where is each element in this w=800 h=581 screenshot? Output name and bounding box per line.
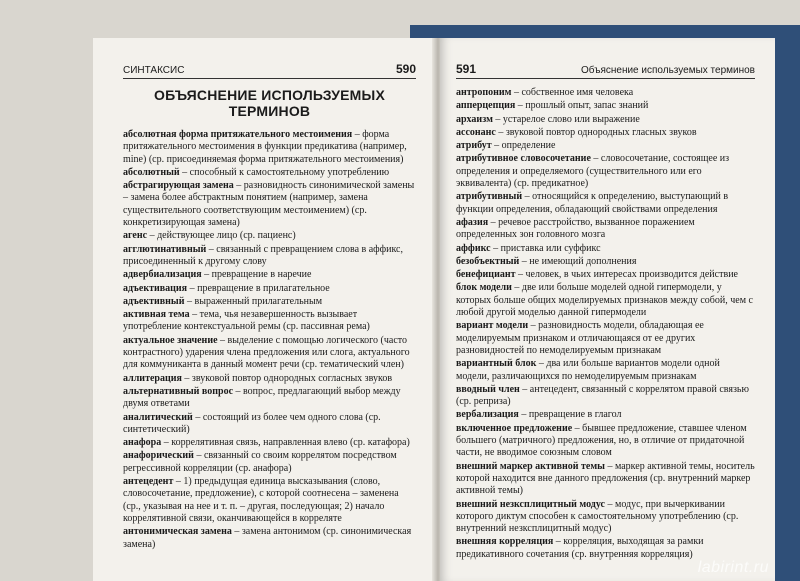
glossary-definition: – два или больше вариантов модели одной модели, различающихся по немоделируемым признакам: [456, 358, 720, 382]
glossary-term: внешний маркер активной темы: [456, 460, 605, 472]
glossary-definition: – связанный с превращением слова в аффикс, присоединенный к другому слову: [123, 243, 403, 267]
glossary-term: апперцепция: [456, 100, 516, 112]
glossary-entry: [456, 100, 755, 112]
glossary-term: альтернативный вопрос: [123, 385, 234, 397]
glossary-entry: [456, 423, 755, 460]
glossary-entry: [456, 140, 755, 152]
glossary-definition: – действующее лицо (ср. пациенс): [147, 230, 296, 242]
glossary-entry: [123, 373, 416, 385]
glossary-entry: [456, 217, 755, 242]
glossary-term: ассонанс: [456, 126, 496, 138]
glossary-definition: – коррелятивная связь, направленная влево (ср. катафора): [161, 437, 410, 449]
glossary-term: атрибутивный: [456, 191, 523, 203]
glossary-entry: [456, 243, 755, 255]
glossary-term: вводный член: [456, 383, 520, 395]
glossary-entry: [456, 87, 755, 99]
glossary-term: вербализация: [456, 409, 519, 421]
glossary-definition: – словосочетание, состоящее из определения и определяемого (существительного или его эквивалента) (ср. предикатное): [456, 153, 730, 190]
glossary-entry: [123, 309, 416, 334]
glossary-entry: [456, 191, 755, 216]
glossary-term: атрибут: [456, 140, 492, 152]
glossary-entry: [456, 499, 755, 536]
glossary-definition: – звуковой повтор однородных гласных звуков: [495, 126, 697, 138]
glossary-term: анафора: [123, 437, 162, 449]
glossary-term: актуальное значение: [123, 334, 218, 346]
glossary-term: адъективный: [123, 295, 185, 307]
glossary-definition: – вопрос, предлагающий выбор между двумя ответами: [123, 385, 401, 410]
glossary-entry: [456, 461, 755, 498]
glossary-definition: – 1) предыдущая единица высказывания (слово, словосочетание, предложение), с которой соотнесена – заменена (ср., указывая на нее и т. п. – другая, последующая; 2) начало коррелятивной связи, оканчивающейся в корреляте: [123, 476, 399, 524]
glossary-entry: [123, 476, 416, 525]
glossary-definition: – разновидность синонимической замены – замена более абстрактным понятием (например, замена существительного соответствующим местоимением) (ср. конкретизирующая замена): [123, 180, 415, 229]
glossary-entry: [123, 244, 416, 269]
glossary-term: аллитерация: [123, 372, 182, 384]
glossary-definition: – модус, при вычеркивании которого диктум способен к самостоятельному употреблению (ср. внутренний незксплицитный модус): [456, 498, 739, 535]
glossary-entry: [123, 335, 416, 372]
glossary-definition: – антецедент, связанный с коррелятом правой связью (ср. репризa): [456, 383, 749, 408]
glossary-term: активная тема: [123, 309, 190, 321]
left-running-head: [123, 62, 416, 79]
glossary-definition: – звуковой повтор однородных согласных звуков: [181, 372, 393, 384]
glossary-entry: [123, 269, 416, 281]
glossary-term: аналитический: [123, 411, 193, 423]
glossary-entry: [456, 153, 755, 190]
glossary-definition: – прошлый опыт, запас знаний: [515, 100, 649, 112]
glossary-definition: – человек, в чьих интересах производится действие: [515, 269, 738, 281]
glossary-definition: – превращение в прилагательное: [187, 282, 330, 294]
glossary-definition: – форма притяжательного местоимения в функции предикатива (например, mine) (ср. присоединяемая форма притяжательного местоимения): [123, 129, 407, 165]
glossary-definition: – приставка или суффикс: [490, 242, 601, 254]
glossary-definition: – превращение в глагол: [518, 409, 622, 421]
watermark: labirint.ru: [697, 559, 769, 576]
glossary-definition: – корреляция, выходящая за рамки предикативного сочетания (ср. внутренняя корреляция): [456, 536, 704, 560]
glossary-term: блок модели: [456, 282, 512, 294]
glossary-entry: [456, 320, 755, 357]
page-number-right: 591: [456, 62, 477, 76]
glossary-term: атрибутивное словосочетание: [456, 153, 591, 165]
glossary-entry: [123, 129, 416, 166]
glossary-entry: [123, 180, 416, 229]
glossary-term: бенефициант: [456, 269, 516, 281]
glossary-term: афазия: [456, 216, 489, 228]
glossary-term: абсолютная форма притяжательного местоимения: [123, 129, 353, 140]
glossary-entry: [456, 127, 755, 139]
glossary-term: включенное предложение: [456, 422, 573, 434]
glossary-definition: – не имеющий дополнения: [519, 255, 637, 267]
glossary-definition: – собственное имя человека: [511, 87, 634, 98]
left-entry-list: [123, 129, 416, 551]
glossary-entry: [123, 167, 416, 179]
glossary-entry: [123, 296, 416, 308]
glossary-entry: [123, 526, 416, 551]
glossary-entry: [123, 450, 416, 475]
glossary-entry: [456, 384, 755, 409]
glossary-definition: – разновидность модели, обладающая ее моделируемым признаком и отличающаяся от ее других разновидностей по немоделируемым признакам: [456, 320, 704, 356]
glossary-entry: [123, 283, 416, 295]
glossary-entry: [456, 256, 755, 268]
glossary-term: адвербиализация: [123, 269, 202, 281]
glossary-entry: [456, 282, 755, 319]
glossary-term: антецедент: [123, 476, 174, 488]
glossary-definition: – относящийся к определению, выступающий в функции определения, обладающий свойствами определения: [456, 191, 729, 215]
glossary-entry: [123, 386, 416, 411]
glossary-term: абсолютный: [123, 166, 180, 178]
running-head-section: СИНТАКСИС: [123, 65, 185, 76]
glossary-definition: – маркер активной темы, носитель которой находится вне данного предложения (ср. внутренний маркер активной темы): [456, 460, 755, 497]
glossary-term: вариантный блок: [456, 358, 537, 370]
glossary-entry: [123, 230, 416, 242]
glossary-term: внешний незксплицитный модус: [456, 498, 605, 510]
glossary-entry: [123, 412, 416, 437]
glossary-term: антропоним: [456, 87, 512, 98]
glossary-definition: – тема, чья незавершенность вызывает употребление контекстуальной ремы (ср. пассивная рема): [123, 309, 370, 333]
right-page: [440, 38, 775, 581]
glossary-definition: – определение: [491, 140, 556, 152]
section-title: ОБЪЯСНЕНИЕ ИСПОЛЬЗУЕМЫХ ТЕРМИНОВ: [154, 87, 385, 119]
glossary-definition: – превращение в наречие: [201, 269, 312, 281]
glossary-term: архаизм: [456, 113, 493, 125]
glossary-definition: – состоящий из более чем одного слова (ср. синтетический): [123, 411, 381, 435]
glossary-definition: – способный к самостоятельному употреблению: [179, 166, 390, 178]
glossary-definition: – замена антонимом (ср. синонимическая замена): [123, 526, 412, 550]
glossary-definition: – выраженный прилагательным: [184, 295, 323, 307]
glossary-definition: – две или больше моделей одной гипермодели, у которых больше общих моделируемых признаков между собой, чем с любой другой моделью данной гипермодели: [456, 282, 753, 319]
glossary-term: внешняя корреляция: [456, 536, 554, 548]
right-entry-list: [456, 87, 755, 561]
glossary-term: анафорический: [123, 450, 194, 462]
glossary-definition: – бывшее предложение, ставшее членом большего (матричного) предложения, но, в отличие от придаточной части, не вводимое союзным словом: [456, 422, 747, 459]
glossary-definition: – речевое расстройство, вызванное поражением определенных зон головного мозга: [456, 216, 695, 241]
glossary-term: агенс: [123, 230, 148, 242]
glossary-term: безобъектный: [456, 255, 520, 267]
glossary-term: абстрагирующая замена: [123, 180, 234, 192]
glossary-definition: – связанный со своим коррелятом посредством регрессивной корреляции (ср. анафора): [123, 450, 397, 474]
page-number-left: 590: [395, 62, 416, 76]
glossary-entry: [456, 114, 755, 126]
running-head-title: Объяснение используемых терминов: [581, 65, 755, 76]
glossary-term: антонимическая замена: [123, 526, 232, 538]
glossary-entry: [456, 536, 755, 561]
glossary-term: агглютинативный: [123, 243, 207, 255]
glossary-entry: [456, 358, 755, 383]
glossary-definition: – выделение с помощью логического (часто контрастного) ударения члена предложения или слога, актуального для коммуниканта в данный момент речи (ср. тематический член): [123, 334, 410, 371]
left-page: [93, 38, 438, 581]
right-running-head: [456, 62, 755, 79]
glossary-definition: – устарелое слово или выражение: [492, 113, 640, 125]
glossary-term: аффикс: [456, 242, 491, 254]
glossary-term: адъективация: [123, 282, 188, 294]
glossary-entry: [456, 409, 755, 421]
glossary-term: вариант модели: [456, 320, 529, 332]
glossary-entry: [123, 437, 416, 449]
glossary-entry: [456, 269, 755, 281]
